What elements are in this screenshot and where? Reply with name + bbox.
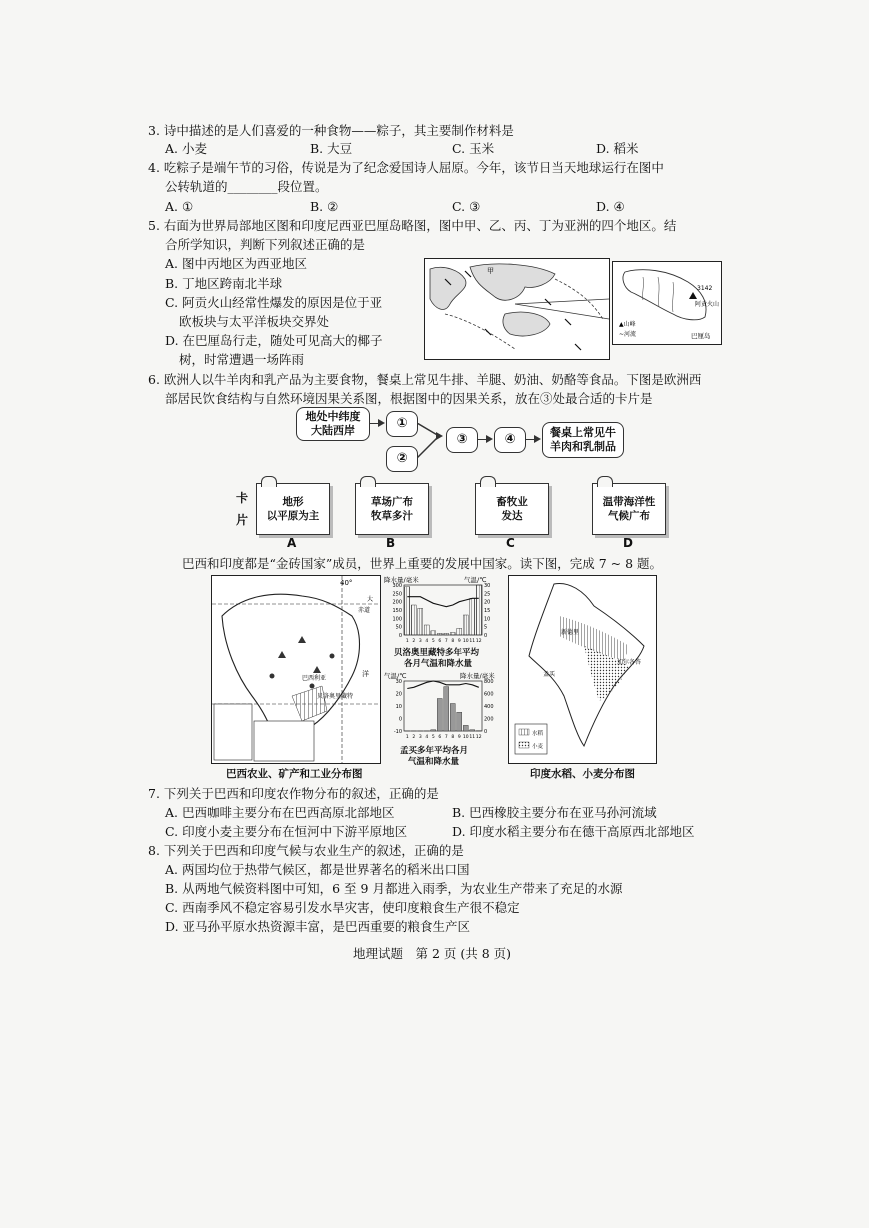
chart1-month-label: 10: [462, 639, 469, 644]
bali-legend-peak: ▲山峰: [619, 321, 636, 328]
chart2-month-label: 6: [438, 735, 442, 740]
chart1-precip-bar-9: [457, 628, 462, 635]
flow-box-1: ①: [386, 411, 418, 437]
intro-7-8: 巴西和印度都是“金砖国家”成员，世界上重要的发展中国家。读下图，完成 7 ~ 8 题。: [182, 556, 663, 571]
q7-option-b: B. 巴西橡胶主要分布在亚马孙河流域: [452, 805, 657, 820]
chart1-month-label: 8: [451, 639, 455, 644]
world-region-map: [424, 258, 610, 360]
kolkata-label: 加尔各答: [617, 659, 642, 666]
chart1-right-tick: 10: [484, 616, 491, 623]
bali-name-label: 巴厘岛: [691, 332, 711, 340]
chart2-month-label: 1: [405, 735, 409, 740]
chart1-precip-bar-8: [450, 633, 455, 636]
chart1-month-label: 6: [438, 639, 442, 644]
chart-mumbai-svg: [384, 671, 502, 745]
chart2-left-tick: 10: [395, 704, 402, 710]
chart1-month-label: 11: [469, 639, 476, 644]
chart2-right-tick: 200: [484, 716, 494, 723]
q7-option-c: C. 印度小麦主要分布在恒河中下游平原地区: [165, 824, 408, 839]
chart1-month-label: 12: [475, 639, 482, 644]
q7-option-a: A. 巴西咖啡主要分布在巴西高原北部地区: [165, 805, 395, 820]
chart2-precip-bar-5: [431, 730, 436, 731]
chart2-month-label: 10: [462, 735, 469, 740]
chart2-left-tick: -10: [393, 729, 402, 735]
chart2-month-label: 8: [451, 735, 455, 740]
page-footer: 地理试题 第 2 页 (共 8 页): [353, 946, 512, 961]
chart2-left-tick: 0: [398, 716, 402, 723]
legend-wheat: 小麦: [532, 744, 544, 750]
chart1-right-tick: 30: [484, 583, 491, 589]
q4-stem-line2: 公转轨道的________段位置。: [165, 179, 328, 194]
india-map-svg: [509, 576, 656, 763]
card-b: [355, 483, 429, 535]
card-b-label: B: [386, 536, 396, 550]
bali-island-map-svg: [613, 262, 721, 344]
chart2-frame: [404, 681, 482, 731]
chart1-left-tick: 300: [392, 583, 402, 589]
chart2-temp-line: [407, 681, 479, 689]
card-d: [592, 483, 666, 535]
chart1-month-label: 3: [418, 639, 422, 644]
chart-belo-svg: [384, 575, 502, 647]
q8-option-b: B. 从两地气候资料图中可知，6 至 9 月都进入雨季，为农业生产带来了充足的水源: [165, 881, 623, 896]
world-region-map-svg: [425, 259, 609, 359]
flow-merge-lines: [417, 423, 443, 459]
flow-arrow-3: [477, 439, 491, 440]
chart1-month-label: 9: [457, 639, 461, 644]
card-title: 卡 片: [236, 491, 249, 527]
chart1-precip-bar-6: [437, 633, 442, 635]
flow-end-box: 餐桌上常见牛 羊肉和乳制品: [542, 422, 624, 458]
brazil-equator-label: 赤道: [358, 607, 371, 614]
india-map-caption: 印度水稻、小麦分布图: [530, 768, 635, 780]
q5-option-b: B. 丁地区跨南北半球: [165, 276, 283, 291]
q4-option-b: B. ②: [310, 199, 339, 214]
chart1-right-tick: 20: [484, 599, 491, 606]
card-b-text: 草场广布 牧草多汁: [371, 496, 413, 522]
chart1-right-tick: 0: [484, 633, 488, 639]
q4-option-a: A. ①: [165, 199, 194, 214]
chart2-month-label: 5: [431, 735, 435, 740]
flow-box-4: ④: [494, 427, 526, 453]
q3-option-d: D. 稻米: [596, 141, 639, 156]
india-map: [508, 575, 657, 764]
chart1-precip-bar-2: [411, 605, 416, 635]
bali-legend-river: ~河流: [619, 331, 637, 338]
q4-option-c: C. ③: [452, 199, 481, 214]
card-a-label: A: [287, 536, 297, 550]
chart1-ylabel-right: 气温/℃: [464, 576, 487, 584]
chart1-left-tick: 50: [395, 624, 402, 631]
chart1-precip-bar-12: [476, 585, 481, 635]
chart2-month-label: 9: [457, 735, 461, 740]
q5-option-a: A. 图中丙地区为西亚地区: [165, 256, 307, 271]
card-d-label: D: [623, 536, 633, 550]
chart2-caption-line2: 气温和降水量: [408, 757, 460, 767]
chart2-precip-bar-8: [450, 704, 455, 732]
chart2-month-label: 3: [418, 735, 422, 740]
bali-volcano-label: 阿贡火山: [695, 301, 720, 308]
brazil-map: [211, 575, 381, 764]
chart1-month-label: 4: [425, 639, 429, 644]
q8-option-c: C. 西南季风不稳定容易引发水旱灾害，使印度粮食生产很不稳定: [165, 900, 520, 915]
chart2-precip-bar-10: [463, 725, 468, 731]
flow-arrow-1: [369, 423, 383, 424]
q6-stem-line1: 6. 欧洲人以牛羊肉和乳产品为主要食物，餐桌上常见牛排、羊腿、奶油、奶酪等食品。下图是欧洲西: [148, 372, 702, 387]
chart1-ylabel-left: 降水量/毫米: [384, 576, 419, 584]
chart2-month-label: 2: [412, 735, 416, 740]
q8-stem: 8. 下列关于巴西和印度气候与农业生产的叙述，正确的是: [148, 843, 464, 858]
delhi-label: 新德里: [561, 629, 580, 636]
q8-option-a: A. 两国均位于热带气候区，都是世界著名的稻米出口国: [165, 862, 470, 877]
chart1-month-label: 2: [412, 639, 416, 644]
chart-belo-horizonte: [384, 575, 502, 670]
q3-option-b: B. 大豆: [310, 141, 353, 156]
q5-option-d-cont: 树，时常遭遇一场阵雨: [179, 352, 305, 367]
chart1-month-label: 7: [444, 639, 448, 644]
q5-option-c: C. 阿贡火山经常性爆发的原因是位于亚: [165, 295, 383, 310]
chart1-left-tick: 200: [392, 599, 402, 606]
chart1-precip-bar-10: [463, 615, 468, 635]
chart2-caption-line1: 孟买多年平均各月: [400, 746, 469, 756]
chart2-left-tick: 30: [395, 679, 402, 685]
chart1-caption-line2: 各月气温和降水量: [404, 659, 473, 669]
brasilia-label: 巴西利亚: [302, 675, 327, 682]
chart2-precip-bar-6: [437, 699, 442, 732]
q5-stem-line2: 合所学知识，判断下列叙述正确的是: [165, 237, 366, 252]
chart2-month-label: 4: [425, 735, 429, 740]
belo-horizonte-label: 贝洛奥里藏特: [317, 693, 354, 700]
flow-box-3: ③: [446, 427, 478, 453]
brazil-lon-label: 40°: [340, 579, 353, 587]
card-c-text: 畜牧业 发达: [496, 496, 528, 522]
chart2-precip-bar-7: [444, 687, 449, 731]
card-c: [475, 483, 549, 535]
chart1-precip-bar-11: [470, 598, 475, 635]
q7-option-d: D. 印度水稻主要分布在德干高原西北部地区: [452, 824, 695, 839]
brazil-da-label: 大: [367, 596, 374, 603]
map-label-jia: 甲: [487, 267, 494, 275]
q8-option-d: D. 亚马孙平原水热资源丰富，是巴西重要的粮食生产区: [165, 919, 471, 934]
flow-arrow-4: [525, 439, 539, 440]
chart2-month-label: 12: [475, 735, 482, 740]
legend-rice: 水稻: [532, 731, 544, 737]
chart1-right-tick: 5: [484, 624, 488, 631]
chart2-precip-bar-11: [470, 730, 475, 731]
q6-stem-line2: 部居民饮食结构与自然环境因果关系图，根据图中的因果关系，放在③处最合适的卡片是: [165, 391, 653, 406]
bali-island-map: [612, 261, 722, 345]
q5-stem-line1: 5. 右面为世界局部地区图和印度尼西亚巴厘岛略图，图中甲、乙、丙、丁为亚洲的四个地区。结: [148, 218, 677, 233]
chart1-precip-bar-3: [418, 608, 423, 635]
chart1-left-tick: 250: [392, 591, 402, 598]
q4-option-d: D. ④: [596, 199, 625, 214]
mumbai-label: 孟买: [543, 671, 556, 678]
card-a: [256, 483, 330, 535]
chart1-caption-line1: 贝洛奥里藏特多年平均: [394, 648, 480, 658]
chart2-right-tick: 800: [484, 679, 494, 685]
chart2-month-label: 11: [469, 735, 476, 740]
chart1-precip-bar-7: [444, 633, 449, 635]
bali-elev-label: 3142: [697, 285, 713, 292]
q7-stem: 7. 下列关于巴西和印度农作物分布的叙述，正确的是: [148, 786, 439, 801]
chart1-left-tick: 0: [398, 633, 402, 639]
q3-stem: 3. 诗中描述的是人们喜爱的一种食物——粽子，其主要制作材料是: [148, 123, 514, 138]
chart2-left-tick: 20: [395, 691, 402, 698]
chart2-right-tick: 400: [484, 704, 494, 710]
chart2-ylabel-left: 气温/℃: [384, 672, 407, 680]
brazil-map-svg: [212, 576, 380, 763]
q3-option-a: A. 小麦: [165, 141, 207, 156]
chart2-precip-bar-9: [457, 712, 462, 731]
chart1-month-label: 5: [431, 639, 435, 644]
flow-box-2: ②: [386, 446, 418, 472]
chart1-right-tick: 25: [484, 591, 491, 598]
chart1-precip-bar-5: [431, 631, 436, 635]
chart1-precip-bar-1: [405, 587, 410, 635]
card-a-text: 地形 以平原为主: [266, 496, 320, 522]
chart1-precip-bar-4: [424, 625, 429, 635]
q5-option-c-cont: 欧板块与太平洋板块交界处: [179, 314, 330, 329]
chart2-right-tick: 600: [484, 691, 494, 698]
card-c-label: C: [506, 536, 515, 550]
chart2-ylabel-right: 降水量/毫米: [460, 672, 495, 680]
chart-mumbai: [384, 671, 502, 766]
chart1-month-label: 1: [405, 639, 409, 644]
chart1-temp-line: [407, 597, 479, 607]
q5-option-d: D. 在巴厘岛行走，随处可见高大的椰子: [165, 333, 383, 348]
brazil-map-caption: 巴西农业、矿产和工业分布图: [226, 768, 363, 780]
q3-option-c: C. 玉米: [452, 141, 495, 156]
chart1-left-tick: 150: [392, 608, 402, 614]
chart2-right-tick: 0: [484, 729, 488, 735]
q4-stem-line1: 4. 吃粽子是端午节的习俗，传说是为了纪念爱国诗人屈原。今年，该节日当天地球运行在图中: [148, 160, 664, 175]
chart1-left-tick: 100: [392, 616, 402, 623]
flow-start-box: 地处中纬度 大陆西岸: [296, 407, 370, 441]
card-d-text: 温带海洋性 气候广布: [602, 496, 656, 522]
brazil-ocean-label: 洋: [362, 670, 369, 678]
chart1-right-tick: 15: [484, 608, 491, 614]
chart2-month-label: 7: [444, 735, 448, 740]
